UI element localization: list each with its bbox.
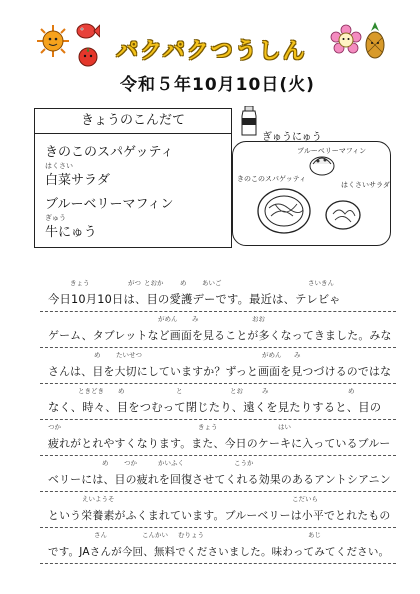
menu-heading: きょうのこんだて bbox=[35, 109, 231, 134]
article-line-text: 今日10月10日は、目の愛護デーです。最近は、テレビゃ bbox=[48, 293, 341, 306]
menu-item: きのこのスパゲッティ bbox=[45, 145, 174, 160]
menu-box bbox=[34, 108, 232, 248]
article-body bbox=[40, 276, 396, 566]
article-line: ときどき め と とお み め なく、時々、目をつむって閉じたり、遠くを見たりすると、目の bbox=[40, 384, 396, 420]
article-line-text: です。JAさんが今回、無料でくださいました。味わってみてください。 bbox=[48, 546, 390, 558]
tomato-character-icon bbox=[76, 44, 100, 68]
pineapple-character-icon bbox=[364, 22, 386, 60]
milk-label: ぎゅうにゅう bbox=[262, 132, 322, 143]
article-line-text: という栄養素がふくまれています。ブルーベリーは小平でとれたもの bbox=[48, 509, 391, 522]
article-line: がめん み おお ゲーム、タブレットなど画面を見ることが多くなってきました。みな bbox=[40, 312, 396, 348]
sun-character-icon bbox=[36, 24, 70, 58]
plate-label: きのこのスパゲッティ bbox=[237, 175, 307, 183]
milk-bottle-icon bbox=[240, 106, 258, 136]
flower-character-icon bbox=[330, 24, 362, 58]
menu-item: ブルーベリーマフィン bbox=[45, 197, 174, 212]
plate-label: ブルーベリーマフィン bbox=[297, 147, 367, 155]
menu-item-ruby: はくさい bbox=[45, 162, 73, 170]
menu-item: 白菜サラダ bbox=[45, 173, 110, 188]
article-line: つか きょう はい 疲れがとれやすくなります。また、今日のケーキに入っているブルー bbox=[40, 420, 396, 456]
article-line: えいようそ こだいら という栄養素がふくまれています。ブルーベリーは小平でとれたもの bbox=[40, 492, 396, 528]
article-line: きょう がつ とおか め あいご さいきん 今日10月10日は、目の愛護デーです。最近は、テレビゃ bbox=[40, 276, 396, 312]
article-line-text: ゲーム、タブレットなど画面を見ることが多くなってきました。みな bbox=[48, 329, 392, 342]
article-line-text: ベリーには、目の疲れを回復させてくれる効果のあるアントシアニン bbox=[48, 473, 391, 486]
menu-item-ruby: ぎゅう bbox=[45, 214, 66, 222]
article-line-text: なく、時々、目をつむって閉じたり、遠くを見たりすると、目の bbox=[48, 401, 382, 414]
article-line-text: 疲れがとれやすくなります。また、今日のケーキに入っているブルー bbox=[48, 437, 391, 450]
food-drawing bbox=[233, 142, 390, 245]
plate-label: はくさいサラダ bbox=[341, 181, 390, 189]
article-line: め たいせつ がめん み さんは、目を大切にしていますか？ずっと画面を見つづけるのではな bbox=[40, 348, 396, 384]
tray-illustration bbox=[232, 141, 391, 246]
newsletter-title: パクパクつうしん bbox=[116, 39, 307, 64]
article-line-text: さんは、目を大切にしていますか？ずっと画面を見つづけるのではな bbox=[48, 365, 392, 378]
issue-date: 令和５年10月10日(火) bbox=[120, 75, 315, 95]
article-line: め つか かいふく こうか ベリーには、目の疲れを回復させてくれる効果のあるアントシアニン bbox=[40, 456, 396, 492]
fish-character-icon bbox=[74, 20, 100, 42]
menu-item: 牛にゅう bbox=[45, 225, 97, 240]
article-line: さん こんかい むりょう あじ です。JAさんが今回、無料でくださいました。味わってみてください。 bbox=[40, 528, 396, 564]
